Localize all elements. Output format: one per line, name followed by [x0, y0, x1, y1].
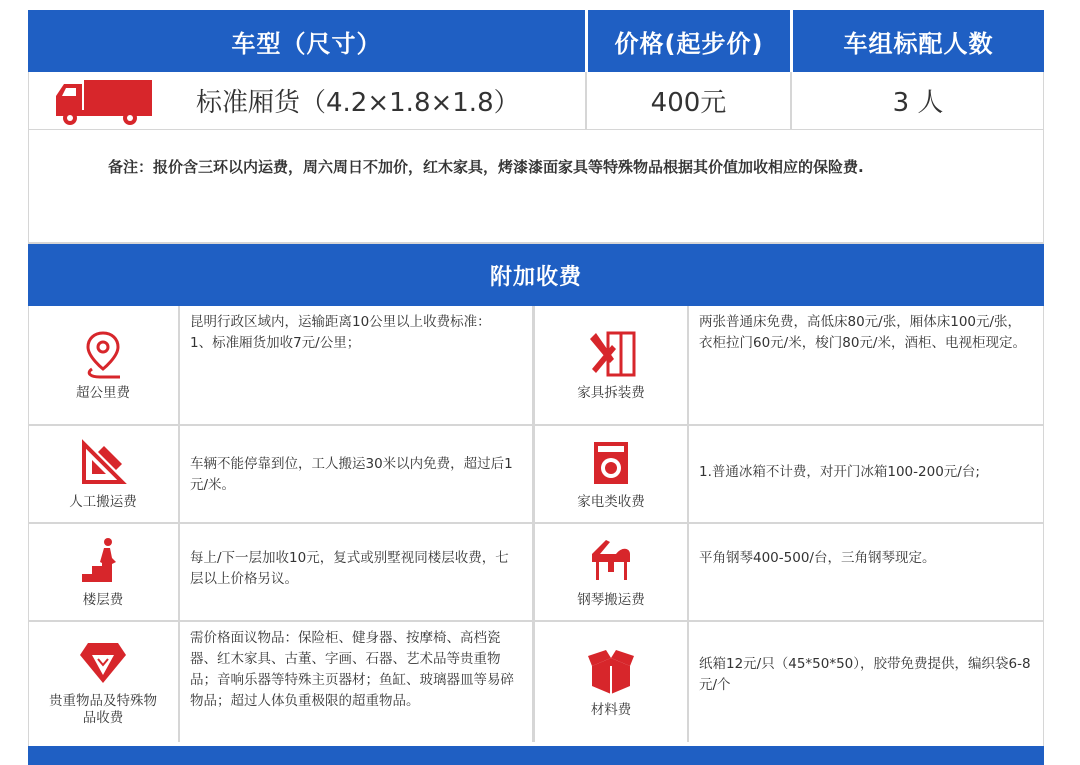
fee-line: 两张普通床免费，高低床80元/张，厢体床100元/张，衣柜拉门60元/米，梭门80元/米，酒柜、电视柜现定。 [699, 314, 1026, 351]
fee-row [28, 426, 1044, 524]
fee-line: 需价格面议物品：保险柜、健身器、按摩椅、高档瓷器、红木家具、古董、字画、石器、艺术品等贵重物品；音响乐器等特殊主页器材；鱼缸、玻璃器皿等易碎物品；超过人体负重极限的超重物品。 [190, 630, 514, 709]
fee-label: 材料费 [590, 701, 632, 718]
extra-fees-grid [28, 306, 1044, 742]
fee-label: 家具拆装费 [577, 384, 645, 401]
washing-machine-icon [586, 438, 636, 488]
fee-icon-cell [535, 622, 689, 742]
fee-row [28, 306, 1044, 426]
remark-text: 备注：报价含三环以内运费，周六周日不加价，红木家具，烤漆漆面家具等特殊物品根据其价值加收相应的保险费. [108, 158, 864, 176]
diamond-icon [78, 637, 128, 687]
fee-icon-cell [28, 306, 180, 424]
vehicle-cell [28, 72, 585, 129]
crew-cell: 3 人 [790, 72, 1044, 129]
truck-icon [54, 76, 154, 126]
fee-description [689, 524, 1044, 620]
fee-description [180, 426, 535, 522]
fee-label: 超公里费 [76, 384, 130, 401]
fee-description [180, 306, 535, 424]
header-crew: 车组标配人数 [790, 10, 1044, 72]
fee-line: 纸箱12元/只（45*50*50），胶带免费提供，编织袋6-8元/个 [699, 656, 1031, 693]
location-pin-icon [78, 329, 128, 379]
header-price: 价格(起步价) [585, 10, 790, 72]
fee-icon-cell [535, 306, 689, 424]
fee-icon-cell [535, 426, 689, 522]
extra-fees-title: 附加收费 [28, 244, 1044, 306]
vehicle-name: 标准厢货（4.2×1.8×1.8） [196, 88, 520, 118]
fee-label: 楼层费 [82, 591, 124, 608]
ruler-triangle-icon [78, 438, 128, 488]
stairs-icon [78, 536, 128, 586]
tools-cabinet-icon [586, 329, 636, 379]
fee-label: 贵重物品及特殊物品收费 [49, 693, 157, 726]
bottom-bar [28, 746, 1044, 765]
price-table-row [28, 72, 1044, 130]
fee-icon-cell [28, 426, 180, 522]
fee-description [689, 306, 1044, 424]
fee-description [180, 622, 535, 742]
fee-line: 平角钢琴400-500/台，三角钢琴现定。 [699, 550, 936, 566]
box-icon [586, 646, 636, 696]
fee-icon-cell [28, 524, 180, 620]
piano-icon [586, 536, 636, 586]
fee-line: 车辆不能停靠到位，工人搬运30米以内免费，超过后1元/米。 [190, 456, 513, 493]
fee-line: 昆明行政区域内，运输距离10公里以上收费标准： [190, 314, 491, 330]
fee-icon-cell [28, 622, 180, 742]
fee-line: 每上/下一层加收10元，复式或别墅视同楼层收费，七层以上价格另议。 [190, 550, 509, 587]
header-vehicle: 车型（尺寸） [231, 29, 382, 58]
fee-row [28, 622, 1044, 742]
fee-row [28, 524, 1044, 622]
fee-line: 1.普通冰箱不计费，对开门冰箱100-200元/台; [699, 464, 980, 480]
fee-description [180, 524, 535, 620]
fee-line: 1、标准厢货加收7元/公里； [190, 335, 361, 351]
fee-description [689, 426, 1044, 522]
fee-label: 钢琴搬运费 [577, 591, 645, 608]
price-cell: 400元 [585, 72, 790, 129]
fee-label: 人工搬运费 [69, 493, 137, 510]
fee-description [689, 622, 1044, 742]
price-table-header [28, 10, 1044, 72]
fee-icon-cell [535, 524, 689, 620]
fee-label: 家电类收费 [577, 493, 645, 510]
